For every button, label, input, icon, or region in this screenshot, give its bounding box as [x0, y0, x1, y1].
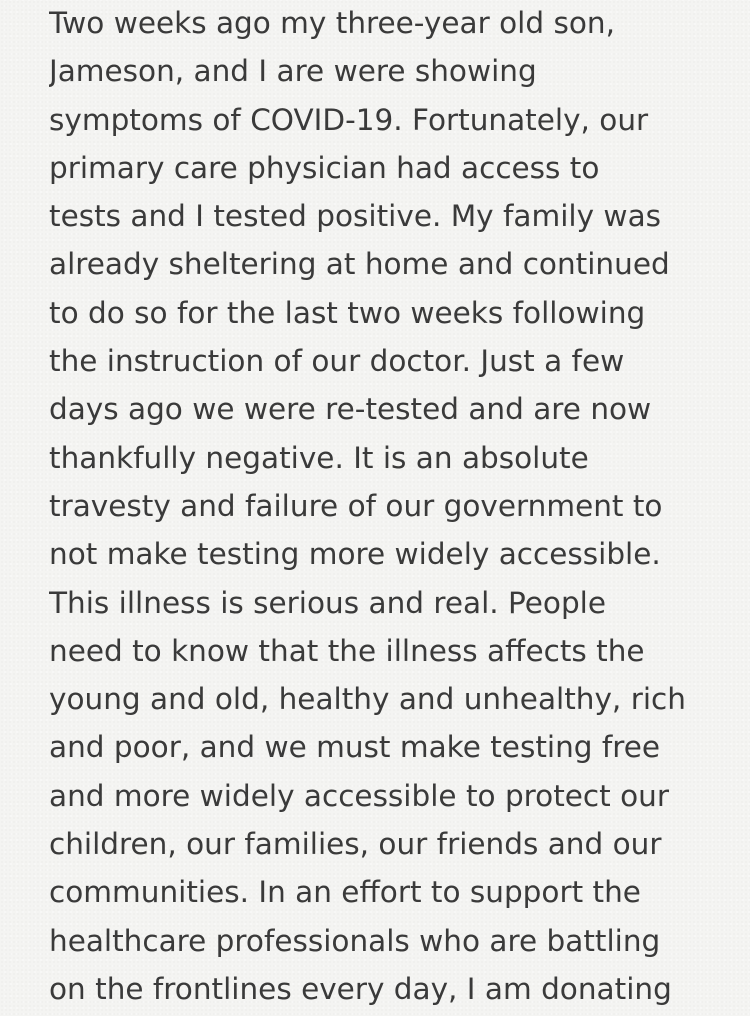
note-line: Jameson, and I are were showing	[49, 54, 537, 89]
note-line: already sheltering at home and continued	[49, 247, 670, 282]
note-line: the instruction of our doctor. Just a few	[49, 344, 625, 379]
note-line: days ago we were re-tested and are now	[49, 392, 652, 427]
note-line: to do so for the last two weeks following	[49, 295, 646, 330]
note-line: This illness is serious and real. People	[49, 585, 607, 620]
note-line: symptoms of COVID-19. Fortunately, our	[49, 102, 649, 137]
note-line: need to know that the illness affects the	[49, 633, 645, 668]
note-line: and more widely accessible to protect our	[49, 778, 669, 813]
note-line: travesty and failure of our government to	[49, 488, 663, 523]
note-line: healthcare professionals who are battling	[49, 923, 661, 958]
note-body	[49, 0, 749, 1014]
note-line: thankfully negative. It is an absolute	[49, 440, 589, 475]
note-line: young and old, healthy and unhealthy, rich	[49, 682, 686, 717]
note-line: Two weeks ago my three-year old son,	[49, 6, 615, 40]
note-line: and poor, and we must make testing free	[49, 730, 661, 765]
note-line: tests and I tested positive. My family was	[49, 199, 662, 234]
note-line: primary care physician had access to	[49, 150, 600, 185]
note-line: communities. In an effort to support the	[49, 875, 641, 910]
note-line: on the frontlines every day, I am donating	[49, 971, 672, 1006]
note-line: children, our families, our friends and our	[49, 827, 662, 862]
note-line: not make testing more widely accessible.	[49, 537, 661, 572]
